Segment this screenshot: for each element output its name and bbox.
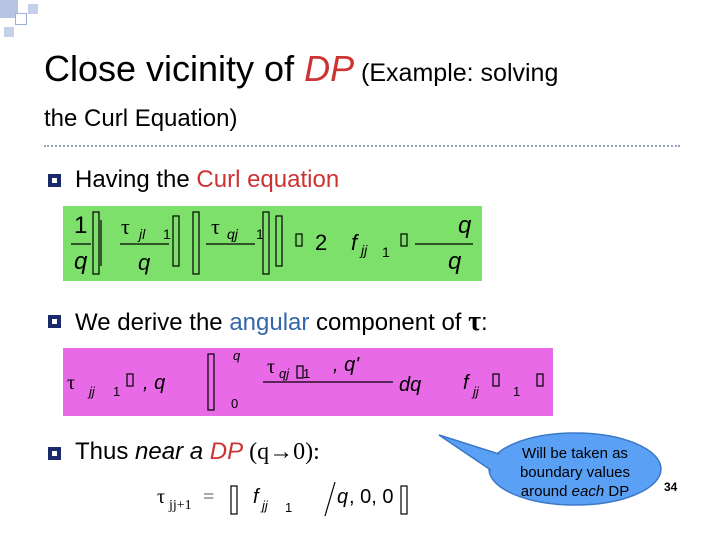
slide-title [44, 48, 558, 90]
eq3-sub-1: 1 [285, 500, 293, 515]
eq1-den-q: q [448, 248, 462, 275]
eq2-sub-1c: 1 [513, 384, 521, 399]
eq1-two: 2 [315, 230, 328, 255]
callout-line-3-italic: each [571, 483, 605, 500]
callout-line-2: boundary values [519, 464, 631, 481]
eq2-comma-qprime: , q' [333, 354, 360, 376]
eq3-sub: jj+1 [169, 498, 192, 513]
eq2-f: f [463, 372, 469, 394]
eq1-num-q: q [458, 212, 472, 239]
bullet-3-highlight: DP [209, 438, 244, 465]
eq1-one: 1 [74, 212, 88, 239]
slide-subtitle: the Curl Equation) [44, 105, 238, 132]
eq2-dq: dq [399, 374, 422, 396]
page-number: 34 [664, 480, 678, 494]
bullet-icon [48, 315, 61, 328]
eq1-tau: τ [121, 214, 130, 239]
eq1-sub-qj: qj [227, 226, 238, 242]
callout-line-1: Will be taken as [522, 445, 628, 462]
eq3-sub-jj: jj [262, 498, 268, 513]
angular-component-equation-box [63, 348, 553, 416]
bullet-3-italic: near a [135, 438, 210, 465]
eq1-sub-1b: 1 [256, 226, 264, 242]
bullet-2-prefix: We derive the [75, 309, 230, 336]
eq3-tau: τ [157, 486, 166, 508]
eq2-sub-qj: qj [279, 366, 290, 381]
bullet-2-suffix: component of [309, 309, 469, 336]
corner-square-decoration [4, 27, 14, 37]
callout-text [500, 444, 650, 501]
bullet-icon [48, 447, 61, 460]
eq3-zeros: , 0, 0 [349, 486, 394, 508]
bullet-text-2 [75, 306, 488, 338]
eq3-equals: = [203, 486, 215, 508]
callout-line-3 [500, 482, 650, 501]
eq1-sub-1: 1 [163, 226, 171, 242]
angular-equation-brackets [63, 348, 553, 416]
bullet-3-prefix: Thus [75, 438, 136, 465]
eq3-q: q [337, 486, 349, 508]
eq2-sub-jj: jj [89, 384, 95, 399]
eq2-sub-1b: 1 [303, 366, 311, 381]
corner-square-decoration [28, 4, 38, 14]
bullet-icon [48, 174, 61, 187]
eq2-tau: τ [67, 372, 76, 394]
callout-line-3-suffix: DP [604, 483, 630, 500]
callout-line-3-prefix: around [520, 483, 572, 500]
corner-square-decoration [15, 13, 27, 25]
eq1-dq: q [138, 250, 151, 275]
eq1-sub-jl: jl [139, 226, 146, 242]
bullet-2-tau: τ [468, 306, 482, 337]
eq2-tau2: τ [267, 356, 276, 378]
title-part2: (Example: solving [354, 59, 559, 87]
title-dp: DP [304, 48, 355, 89]
bullet-2-end: : [481, 309, 488, 336]
curl-equation-box [63, 206, 482, 281]
eq2-upper-q: q [233, 348, 241, 363]
bullet-1-highlight: Curl equation [196, 166, 340, 193]
eq1-tau2: τ [211, 214, 220, 239]
bullet-text-3 [75, 438, 320, 466]
eq3-f: f [253, 486, 259, 508]
bullet-1-prefix: Having the [75, 166, 197, 193]
eq2-sub-1: 1 [113, 384, 121, 399]
eq1-q: q [74, 248, 88, 275]
bullet-3-suffix: (q→0): [243, 439, 320, 465]
eq1-sub-jj: jj [361, 242, 368, 258]
eq1-f: f [351, 230, 358, 255]
boundary-value-equation [155, 476, 413, 522]
eq2-comma-q: , q [143, 372, 166, 394]
title-divider [44, 145, 680, 147]
title-part1: Close vicinity of [44, 48, 305, 89]
eq1-sub-1c: 1 [382, 244, 390, 260]
bullet-2-highlight: angular [229, 309, 310, 336]
eq2-sub-jj2: jj [473, 384, 479, 399]
eq2-lower-0: 0 [231, 396, 239, 411]
bullet-text-1 [75, 166, 339, 194]
